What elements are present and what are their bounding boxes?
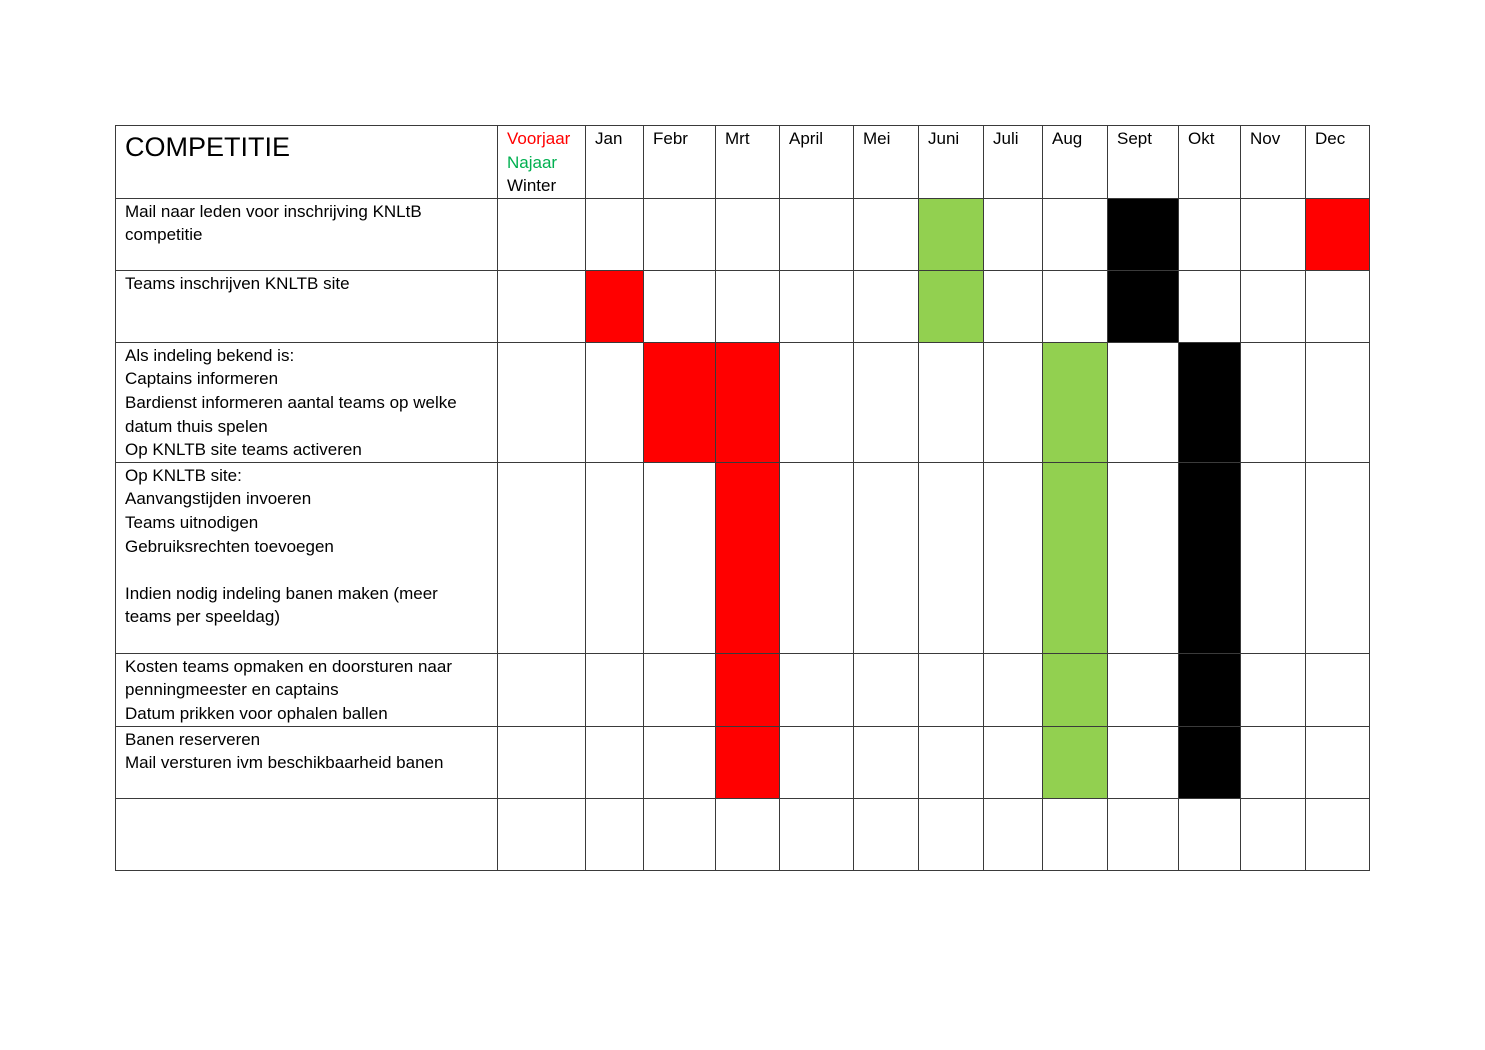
task-description	[116, 462, 498, 653]
task-description	[116, 342, 498, 462]
schedule-cell-empty	[1241, 462, 1306, 653]
schedule-cell-empty	[586, 462, 644, 653]
month-header-mei: Mei	[854, 126, 919, 199]
schedule-cell-empty	[1043, 198, 1108, 270]
schedule-cell-empty	[919, 462, 984, 653]
legend-voorjaar: Voorjaar	[507, 129, 571, 148]
schedule-cell-empty	[1043, 798, 1108, 870]
task-line: Aanvangstijden invoeren	[125, 489, 312, 509]
month-header-febr: Febr	[644, 126, 716, 199]
schedule-cell-empty	[780, 726, 854, 798]
season-column-cell	[498, 342, 586, 462]
schedule-cell-empty	[1306, 462, 1370, 653]
schedule-cell-winter-sept	[1108, 198, 1179, 270]
legend-winter: Winter	[507, 176, 557, 196]
schedule-cell-empty	[1241, 798, 1306, 870]
schedule-cell-najaar-aug	[1043, 342, 1108, 462]
schedule-cell-empty	[1108, 798, 1179, 870]
schedule-cell-voorjaar-mrt	[716, 342, 780, 462]
schedule-cell-empty	[1241, 653, 1306, 726]
schedule-cell-empty	[854, 653, 919, 726]
schedule-cell-winter-okt	[1179, 726, 1241, 798]
schedule-cell-empty	[1306, 726, 1370, 798]
schedule-cell-empty	[780, 342, 854, 462]
task-line: Gebruiksrechten toevoegen	[125, 536, 334, 556]
month-header-jan: Jan	[586, 126, 644, 199]
schedule-cell-empty	[919, 798, 984, 870]
task-description	[116, 270, 498, 342]
schedule-cell-empty	[586, 198, 644, 270]
schedule-cell-empty	[1179, 798, 1241, 870]
schedule-cell-empty	[854, 270, 919, 342]
schedule-cell-empty	[1108, 342, 1179, 462]
month-header-april: April	[780, 126, 854, 199]
table-title: COMPETITIE	[116, 126, 498, 199]
task-description	[116, 198, 498, 270]
schedule-cell-empty	[586, 726, 644, 798]
schedule-cell-empty	[1179, 270, 1241, 342]
table-row	[116, 726, 1370, 798]
task-line: Teams inschrijven KNLTB site	[125, 273, 350, 293]
table-row	[116, 653, 1370, 726]
table-row	[116, 342, 1370, 462]
schedule-cell-najaar-juni	[919, 270, 984, 342]
task-line: penningmeester en captains	[125, 680, 339, 700]
header-row	[116, 126, 1370, 199]
task-line: teams per speeldag)	[125, 607, 280, 627]
schedule-cell-empty	[1306, 270, 1370, 342]
month-header-sept: Sept	[1108, 126, 1179, 199]
task-description	[116, 653, 498, 726]
schedule-cell-empty	[716, 798, 780, 870]
month-header-okt: Okt	[1179, 126, 1241, 199]
task-line: competitie	[125, 225, 203, 245]
schedule-cell-empty	[854, 798, 919, 870]
schedule-cell-empty	[644, 726, 716, 798]
schedule-cell-empty	[919, 726, 984, 798]
task-line: datum thuis spelen	[125, 416, 268, 436]
task-line: Mail naar leden voor inschrijving KNLtB	[125, 201, 422, 221]
schedule-cell-voorjaar-mrt	[716, 726, 780, 798]
schedule-cell-winter-okt	[1179, 653, 1241, 726]
schedule-cell-empty	[780, 270, 854, 342]
season-column-cell	[498, 653, 586, 726]
schedule-cell-empty	[644, 462, 716, 653]
schedule-cell-empty	[854, 198, 919, 270]
task-description	[116, 726, 498, 798]
schedule-cell-voorjaar-febr	[644, 342, 716, 462]
schedule-cell-winter-okt	[1179, 342, 1241, 462]
schedule-cell-empty	[780, 653, 854, 726]
schedule-cell-empty	[1306, 342, 1370, 462]
schedule-cell-empty	[1043, 270, 1108, 342]
task-line: Als indeling bekend is:	[125, 345, 295, 365]
schedule-cell-winter-okt	[1179, 462, 1241, 653]
task-line: Datum prikken voor ophalen ballen	[125, 703, 388, 723]
task-line: Kosten teams opmaken en doorsturen naar	[125, 656, 452, 676]
schedule-cell-empty	[644, 198, 716, 270]
task-line: Bardienst informeren aantal teams op welke	[125, 392, 457, 412]
schedule-cell-empty	[1306, 653, 1370, 726]
schedule-cell-empty	[854, 342, 919, 462]
task-line: Captains informeren	[125, 369, 279, 389]
schedule-cell-empty	[1108, 726, 1179, 798]
month-header-aug: Aug	[1043, 126, 1108, 199]
season-column-cell	[498, 270, 586, 342]
schedule-cell-empty	[644, 270, 716, 342]
schedule-cell-voorjaar-jan	[586, 270, 644, 342]
season-column-cell	[498, 462, 586, 653]
season-column-cell	[498, 198, 586, 270]
schedule-cell-empty	[586, 653, 644, 726]
schedule-cell-winter-sept	[1108, 270, 1179, 342]
competition-schedule-table	[115, 125, 1370, 871]
season-column-cell	[498, 726, 586, 798]
month-header-nov: Nov	[1241, 126, 1306, 199]
schedule-cell-empty	[644, 798, 716, 870]
schedule-cell-empty	[586, 342, 644, 462]
task-line: Indien nodig indeling banen maken (meer	[125, 583, 438, 603]
table-row	[116, 198, 1370, 270]
schedule-cell-empty	[780, 462, 854, 653]
schedule-cell-empty	[854, 726, 919, 798]
task-line: Teams uitnodigen	[125, 512, 259, 532]
schedule-cell-voorjaar-dec	[1306, 198, 1370, 270]
schedule-cell-empty	[1241, 342, 1306, 462]
month-header-juni: Juni	[919, 126, 984, 199]
schedule-cell-empty	[854, 462, 919, 653]
schedule-cell-empty	[780, 798, 854, 870]
schedule-cell-empty	[1306, 798, 1370, 870]
schedule-cell-najaar-aug	[1043, 462, 1108, 653]
schedule-cell-empty	[780, 198, 854, 270]
season-column-cell	[498, 798, 586, 870]
schedule-cell-empty	[644, 653, 716, 726]
schedule-cell-empty	[1241, 198, 1306, 270]
schedule-cell-empty	[984, 198, 1043, 270]
schedule-cell-najaar-juni	[919, 198, 984, 270]
schedule-cell-empty	[1108, 462, 1179, 653]
schedule-cell-empty	[716, 198, 780, 270]
schedule-cell-voorjaar-mrt	[716, 653, 780, 726]
schedule-cell-najaar-aug	[1043, 726, 1108, 798]
schedule-cell-najaar-aug	[1043, 653, 1108, 726]
table-row	[116, 462, 1370, 653]
schedule-cell-empty	[984, 726, 1043, 798]
schedule-cell-empty	[586, 798, 644, 870]
task-line: Banen reserveren	[125, 729, 261, 749]
season-legend	[498, 126, 586, 199]
schedule-cell-empty	[984, 653, 1043, 726]
schedule-cell-empty	[984, 462, 1043, 653]
month-header-mrt: Mrt	[716, 126, 780, 199]
schedule-cell-empty	[1108, 653, 1179, 726]
schedule-cell-empty	[1241, 270, 1306, 342]
schedule-cell-empty	[984, 270, 1043, 342]
schedule-cell-empty	[919, 653, 984, 726]
schedule-cell-empty	[1179, 198, 1241, 270]
month-header-juli: Juli	[984, 126, 1043, 199]
schedule-cell-empty	[716, 270, 780, 342]
task-line: Op KNLTB site teams activeren	[125, 440, 362, 460]
schedule-cell-empty	[1241, 726, 1306, 798]
schedule-cell-voorjaar-mrt	[716, 462, 780, 653]
month-header-dec: Dec	[1306, 126, 1370, 199]
schedule-cell-empty	[919, 342, 984, 462]
legend-najaar: Najaar	[507, 152, 558, 172]
task-line: Op KNLTB site:	[125, 465, 242, 485]
schedule-cell-empty	[984, 342, 1043, 462]
schedule-cell-empty	[984, 798, 1043, 870]
task-line	[125, 558, 489, 582]
task-line: Mail versturen ivm beschikbaarheid banen	[125, 753, 444, 773]
task-description	[116, 798, 498, 870]
table-row	[116, 270, 1370, 342]
table-row	[116, 798, 1370, 870]
